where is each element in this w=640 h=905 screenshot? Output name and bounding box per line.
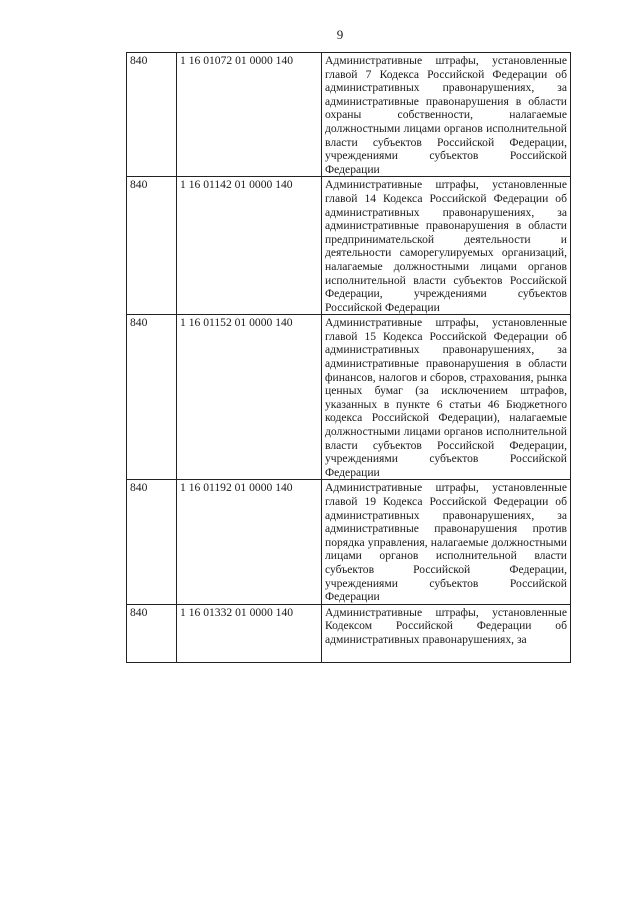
description-cell: Административные штрафы, установленные главой 15 Кодекса Российской Федерации об административных правонарушениях, за административные правонарушения в области финансов, налогов и сборов, страхования, рынка ценных бумаг (за исключением штрафов, указанных в пункте 6 статьи 46 Бюджетного кодекса Российской Федерации), налагаемые должностными лицами органов исполнительной власти субъектов Российской Федерации, учреждениями субъектов Российской Федерации (322, 315, 571, 480)
admin-code-cell: 840 (127, 480, 177, 604)
admin-code-cell: 840 (127, 53, 177, 177)
admin-code-cell: 840 (127, 177, 177, 315)
admin-code-cell: 840 (127, 315, 177, 480)
page-number: 9 (336, 27, 344, 42)
table-row (127, 177, 571, 315)
budget-codes-table (126, 52, 571, 663)
kbk-code-cell: 1 16 01142 01 0000 140 (177, 177, 322, 315)
table-row (127, 480, 571, 604)
table-row (127, 53, 571, 177)
kbk-code-cell: 1 16 01072 01 0000 140 (177, 53, 322, 177)
description-cell: Административные штрафы, установленные главой 14 Кодекса Российской Федерации об административных правонарушениях, за административные правонарушения в области предпринимательской деятельности и деятельности саморегулируемых организаций, налагаемые должностными лицами органов исполнительной власти субъектов Российской Федерации, учреждениями субъектов Российской Федерации (322, 177, 571, 315)
table-row (127, 604, 571, 662)
kbk-code-cell: 1 16 01192 01 0000 140 (177, 480, 322, 604)
kbk-code-cell: 1 16 01152 01 0000 140 (177, 315, 322, 480)
kbk-code-cell: 1 16 01332 01 0000 140 (177, 604, 322, 662)
table-row (127, 315, 571, 480)
description-cell: Административные штрафы, установленные Кодексом Российской Федерации об административных правонарушениях, за (322, 604, 571, 662)
description-cell: Административные штрафы, установленные главой 19 Кодекса Российской Федерации об административных правонарушениях, за административные правонарушения против порядка управления, налагаемые должностными лицами органов исполнительной власти субъектов Российской Федерации, учреждениями субъектов Российской Федерации (322, 480, 571, 604)
description-cell: Административные штрафы, установленные главой 7 Кодекса Российской Федерации об административных правонарушениях, за административные правонарушения в области охраны собственности, налагаемые должностными лицами органов исполнительной власти субъектов Российской Федерации, учреждениями субъектов Российской Федерации (322, 53, 571, 177)
admin-code-cell: 840 (127, 604, 177, 662)
